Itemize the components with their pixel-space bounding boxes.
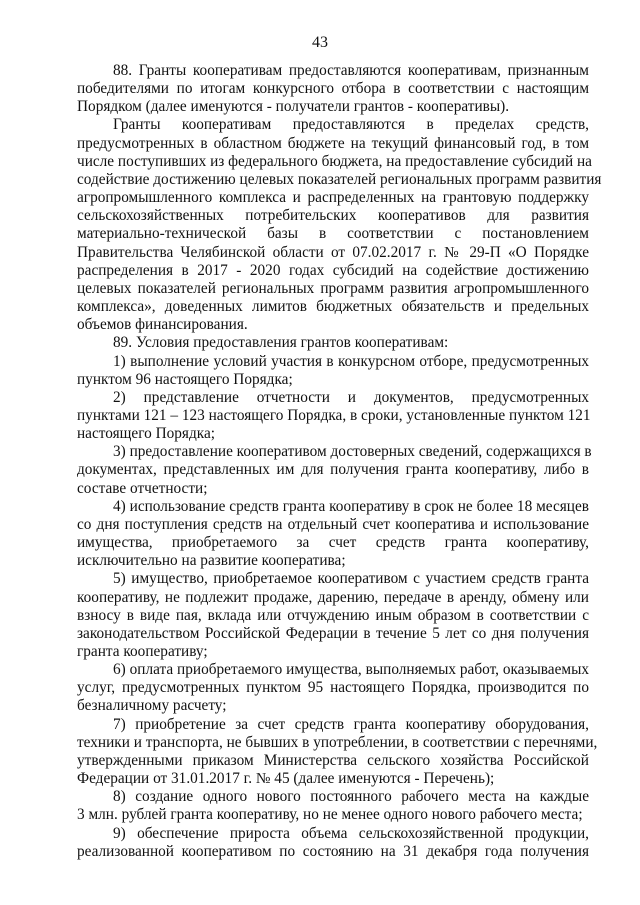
text-line: 7) приобретение за счет средств гранта кооперативу оборудования, [113,715,589,733]
text-line: услуг, предусмотренных пунктом 95 настоящего Порядка, производится по [77,679,589,697]
text-line: составе отчетности; [77,479,208,497]
text-line: объемов финансирования. [77,316,248,334]
text-line: безналичному расчету; [77,697,227,715]
text-line: взносу в виде пая, вклада или отчуждению иным образом в соответствии с [77,606,589,624]
text-line: 3) предоставление кооперативом достоверных сведений, содержащихся в [113,443,592,461]
text-line: предусмотренных в областном бюджете на текущий финансовый год, в том [77,134,589,152]
text-line: победителями по итогам конкурсного отбора в соответствии с настоящим [77,80,589,98]
paragraph-p89-3 [77,443,592,497]
paragraph-p89-2 [77,389,589,443]
text-line: 88. Гранты кооперативам предоставляются кооперативам, признанным [113,62,589,79]
text-line: целевых показателей региональных программ развития агропромышленного [77,279,589,297]
text-line: пунктами 121 – 123 настоящего Порядка, в сроки, установленные пунктом 121 [77,406,591,424]
text-line: 5) имущество, приобретаемое кооперативом с участием средств гранта [113,570,589,588]
text-line: утвержденными приказом Министерства сельского хозяйства Российской [77,751,589,769]
page-number: 43 [312,34,328,51]
text-line: 4) использование средств гранта кооперативу в срок не более 18 месяцев [113,497,589,515]
text-line: числе поступивших из федерального бюджета, на предоставление субсидий на [77,152,592,170]
text-line: 8) создание одного нового постоянного рабочего места на каждые [113,788,589,806]
text-line: пунктом 96 настоящего Порядка; [77,370,293,388]
text-line: 9) обеспечение прироста объема сельскохозяйственной продукции, [113,824,589,842]
text-line: 6) оплата приобретаемого имущества, выполняемых работ, оказываемых [113,661,589,679]
text-line: сельскохозяйственных потребительских кооперативов для развития [77,207,589,225]
text-line: документах, представленных им для получения гранта кооперативу, либо в [77,461,589,479]
paragraph-p89-7 [77,715,598,789]
document-body [77,62,602,861]
text-line: кооперативу, не подлежит продаже, дарению, передаче в аренду, обмену или [77,588,589,606]
paragraph-p89-9 [77,825,589,861]
text-line: Гранты кооперативам предоставляются в пределах средств, [113,116,589,134]
text-line: 1) выполнение условий участия в конкурсном отборе, предусмотренных [113,352,589,370]
paragraph-p89-4 [77,498,589,571]
paragraph-p88 [77,62,589,116]
text-line: реализованной кооперативом по состоянию на 31 декабря года получения [77,842,589,860]
text-line: 2) представление отчетности и документов, предусмотренных [113,388,589,406]
text-line: Порядком (далее именуются - получатели грантов - кооперативы). [77,98,510,116]
text-line: Правительства Челябинской области от 07.02.2017 г. № 29-П «О Порядке [77,243,589,261]
text-line: Федерации от 31.01.2017 г. № 45 (далее именуются - Перечень); [77,770,495,788]
text-line: 89. Условия предоставления грантов кооперативам: [113,334,449,352]
paragraph-p89-8 [77,788,589,824]
paragraph-p89-5 [77,570,589,661]
text-line: со дня поступления средств на отдельный счет кооператива и использование [77,515,589,533]
paragraph-p88b [77,116,602,334]
paragraph-p89-1 [77,353,589,389]
text-line: имущества, приобретаемого за счет средств гранта кооперативу, [77,534,589,552]
text-line: содействие достижению целевых показателей региональных программ развития [77,170,602,188]
text-line: законодательством Российской Федерации в течение 5 лет со дня получения [77,624,589,642]
text-line: исключительно на развитие кооператива; [77,552,346,570]
text-line: комплекса», доведенных лимитов бюджетных обязательств и предельных [77,298,589,316]
text-line: гранта кооперативу; [77,643,208,660]
text-line: агропромышленного комплекса и распределенных на грантовую поддержку [77,189,589,207]
text-line: 3 млн. рублей гранта кооперативу, но не менее одного нового рабочего места; [77,806,583,824]
text-line: техники и транспорта, не бывших в употреблении, в соответствии с перечнями, [77,733,598,751]
text-line: материально-технической базы в соответствии с постановлением [77,225,589,243]
text-line: настоящего Порядка; [77,425,215,443]
paragraph-p89 [77,334,589,352]
paragraph-p89-6 [77,661,589,715]
text-line: распределения в 2017 - 2020 годах субсидий на содействие достижению [77,261,589,279]
